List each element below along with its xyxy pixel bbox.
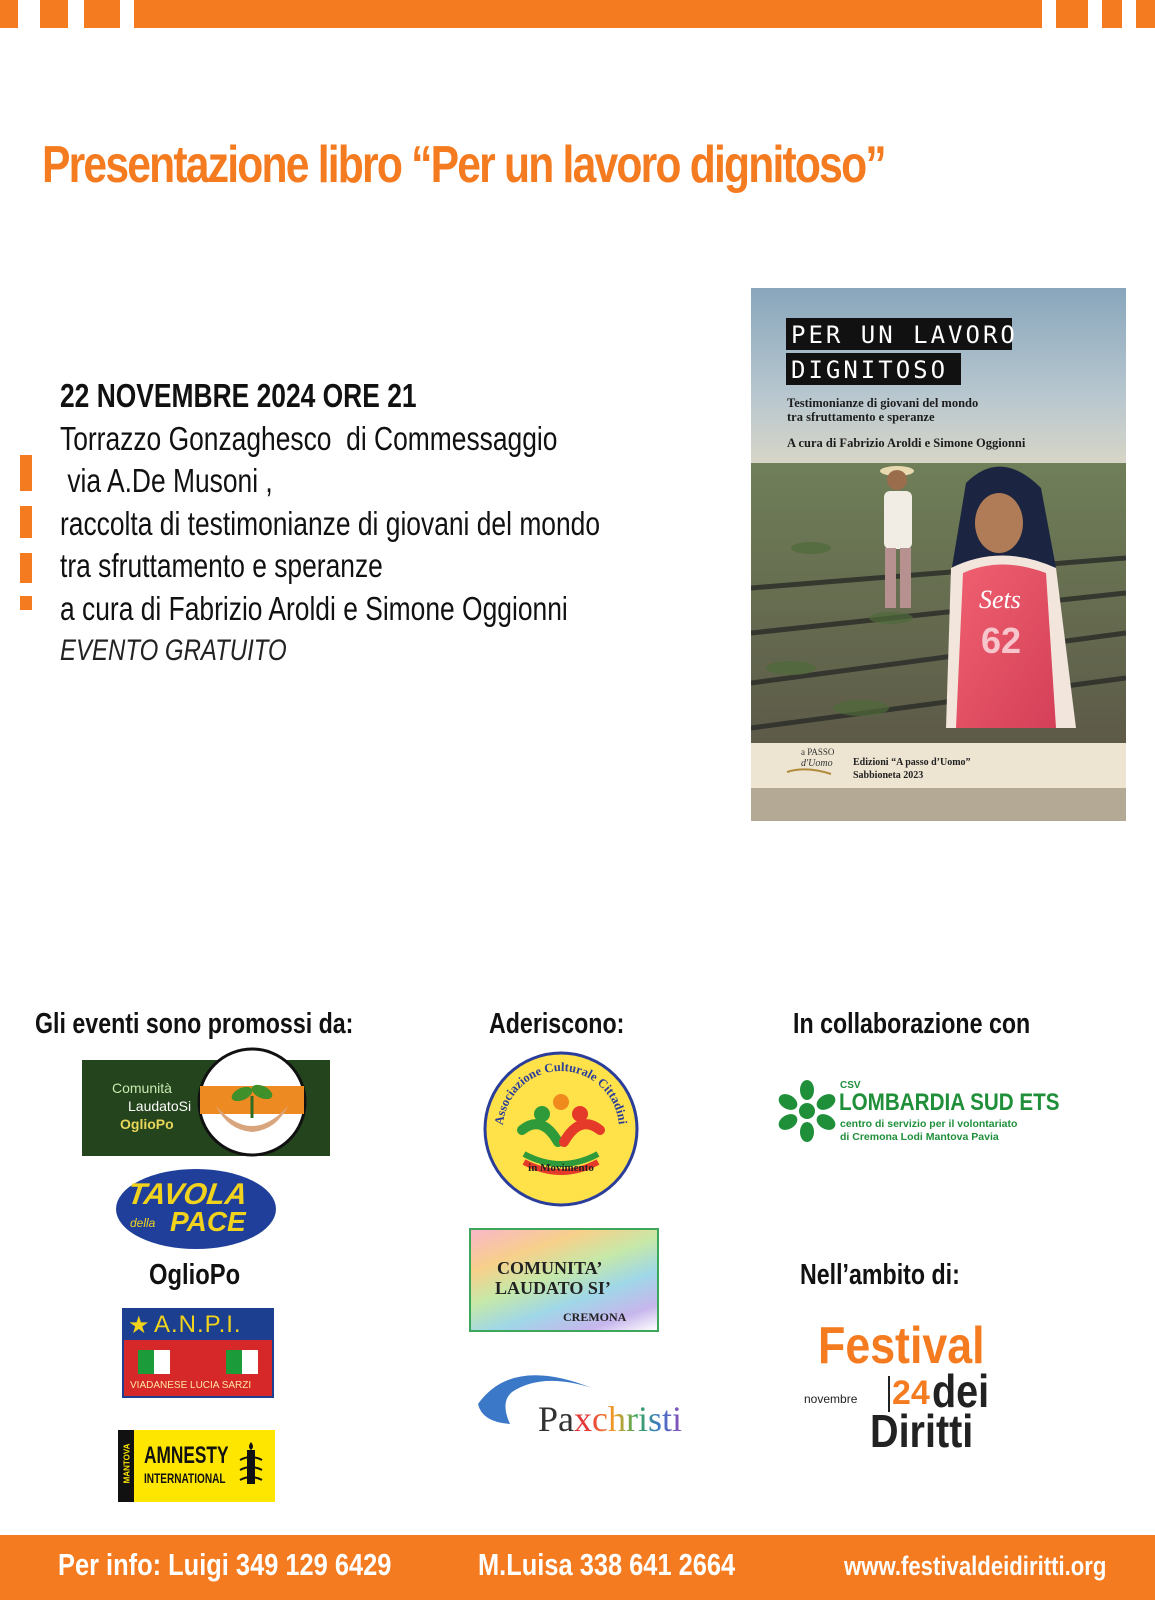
- laudato-line2: LaudatoSi: [128, 1098, 192, 1114]
- cover-shirt-text: Sets: [979, 585, 1021, 614]
- tavola-line1: TAVOLA: [125, 1178, 250, 1211]
- pax-part2: x: [574, 1399, 592, 1439]
- book-cover: [751, 288, 1126, 821]
- tavola-della: della: [130, 1216, 156, 1230]
- tavola-caption: OglioPo: [149, 1259, 241, 1291]
- csv-name: LOMBARDIA SUD ETS: [839, 1089, 1060, 1116]
- laudato-si-cremona-logo: [469, 1228, 659, 1332]
- cover-publisher-logo-line2: d'Uomo: [801, 758, 833, 769]
- csv-desc-line1: centro di servizio per il volontariato: [840, 1118, 1018, 1130]
- laudato-line1: Comunità: [112, 1080, 172, 1096]
- laudato-cremona-line1: COMUNITA’: [497, 1258, 603, 1278]
- cover-title-line1: PER UN LAVORO: [791, 321, 1018, 349]
- footer-website-link[interactable]: www.festivaldeidiritti.org: [844, 1551, 1107, 1581]
- anpi-logo: [122, 1308, 274, 1398]
- cover-subtitle-line2: tra sfruttamento e speranze: [787, 410, 935, 424]
- top-bar-main: [134, 0, 1042, 28]
- anpi-flag-stripes: [138, 1350, 258, 1374]
- csv-swirl-icon: [778, 1080, 836, 1142]
- side-mark-3: [20, 553, 32, 583]
- top-bar-block-5: [1102, 0, 1122, 28]
- top-bar-block-4: [1056, 0, 1088, 28]
- event-description-line2: tra sfruttamento e speranze: [60, 547, 383, 584]
- promoters-heading: Gli eventi sono promossi da:: [35, 1008, 354, 1040]
- cover-publisher-logo-line1: a PASSO: [801, 747, 835, 757]
- anpi-star-icon: ★: [128, 1312, 150, 1339]
- pax-part3: christi: [592, 1399, 682, 1439]
- amnesty-line1: AMNESTY: [144, 1442, 229, 1469]
- tavola-line2: PACE: [170, 1206, 246, 1237]
- assoc-ring-text: Associazione Culturale Cittadini: [492, 1059, 630, 1126]
- side-mark-1: [20, 455, 32, 491]
- cittadini-attivi-logo: [482, 1050, 640, 1208]
- top-bar-block-2: [40, 0, 68, 28]
- adherents-heading: Aderiscono:: [489, 1008, 625, 1040]
- event-description-line1: raccolta di testimonianze di giovani del mondo: [60, 504, 601, 542]
- festival-line2: dei: [932, 1365, 990, 1417]
- amnesty-mantova-logo: [118, 1430, 275, 1502]
- page-title: Presentazione libro “Per un lavoro dignitoso”: [42, 136, 885, 194]
- event-address: via A.De Musoni ,: [60, 462, 273, 499]
- cover-subtitle-line1: Testimonianze di giovani del mondo: [787, 396, 979, 410]
- footer-info-mluisa: M.Luisa 338 641 2664: [478, 1547, 736, 1582]
- event-curators: a cura di Fabrizio Aroldi e Simone Oggionni: [60, 589, 568, 627]
- side-mark-4: [20, 596, 32, 610]
- pax-christi-logo: [472, 1362, 682, 1452]
- laudato-cremona-line3: CREMONA: [563, 1310, 627, 1324]
- ambito-heading: Nell’ambito di:: [800, 1259, 960, 1291]
- event-free-entry: EVENTO GRATUITO: [60, 634, 287, 667]
- anpi-caption: VIADANESE LUCIA SARZI: [130, 1380, 252, 1391]
- amnesty-line2: INTERNATIONAL: [144, 1470, 226, 1486]
- festival-month: novembre: [804, 1392, 858, 1406]
- candle-barbed-wire-icon: [236, 1440, 266, 1492]
- pax-part1: Pa: [538, 1399, 574, 1439]
- cover-shirt-number: 62: [981, 620, 1022, 661]
- laudato-line3: OglioPo: [120, 1116, 174, 1132]
- csv-small: CSV: [840, 1080, 861, 1091]
- footer-info-luigi: Per info: Luigi 349 129 6429: [58, 1547, 392, 1582]
- assoc-banner: in Movimento: [528, 1162, 594, 1174]
- csv-desc-line2: di Cremona Lodi Mantova Pavia: [840, 1131, 999, 1143]
- festival-line1: Festival: [818, 1317, 985, 1375]
- amnesty-side-text: MANTOVA: [122, 1443, 132, 1484]
- festival-year: 24: [892, 1374, 930, 1412]
- cover-curators: A cura di Fabrizio Aroldi e Simone Oggionni: [787, 436, 1026, 450]
- event-details: [60, 375, 600, 673]
- cover-publisher-line2: Sabbioneta 2023: [853, 770, 924, 781]
- laudatosi-oglio-po-logo: [82, 1060, 330, 1156]
- side-mark-2: [20, 506, 32, 538]
- cittadini-attivi-emblem-icon: [482, 1050, 640, 1208]
- cover-publisher-line1: Edizioni “A passo d’Uomo”: [853, 757, 971, 768]
- top-bar-block-1: [0, 0, 18, 28]
- event-date-time: 22 NOVEMBRE 2024 ORE 21: [60, 377, 417, 414]
- collaboration-heading: In collaborazione con: [793, 1008, 1031, 1040]
- festival-dei-diritti-logo: [804, 1316, 1014, 1456]
- festival-line3: Diritti: [870, 1405, 974, 1457]
- laudato-cremona-line2: LAUDATO SI’: [495, 1278, 611, 1298]
- seedling-hands-icon: [196, 1046, 308, 1158]
- top-bar-block-6: [1136, 0, 1155, 28]
- csv-lombardia-sud-logo: [778, 1078, 1058, 1152]
- pax-christi-wordmark: [538, 1398, 682, 1440]
- event-venue: Torrazzo Gonzaghesco di Commessaggio: [60, 419, 558, 457]
- top-bar-block-3: [84, 0, 120, 28]
- cover-title-line2: DIGNITOSO: [791, 356, 949, 384]
- tavola-della-pace-logo: [114, 1166, 278, 1252]
- anpi-name: A.N.P.I.: [154, 1311, 242, 1338]
